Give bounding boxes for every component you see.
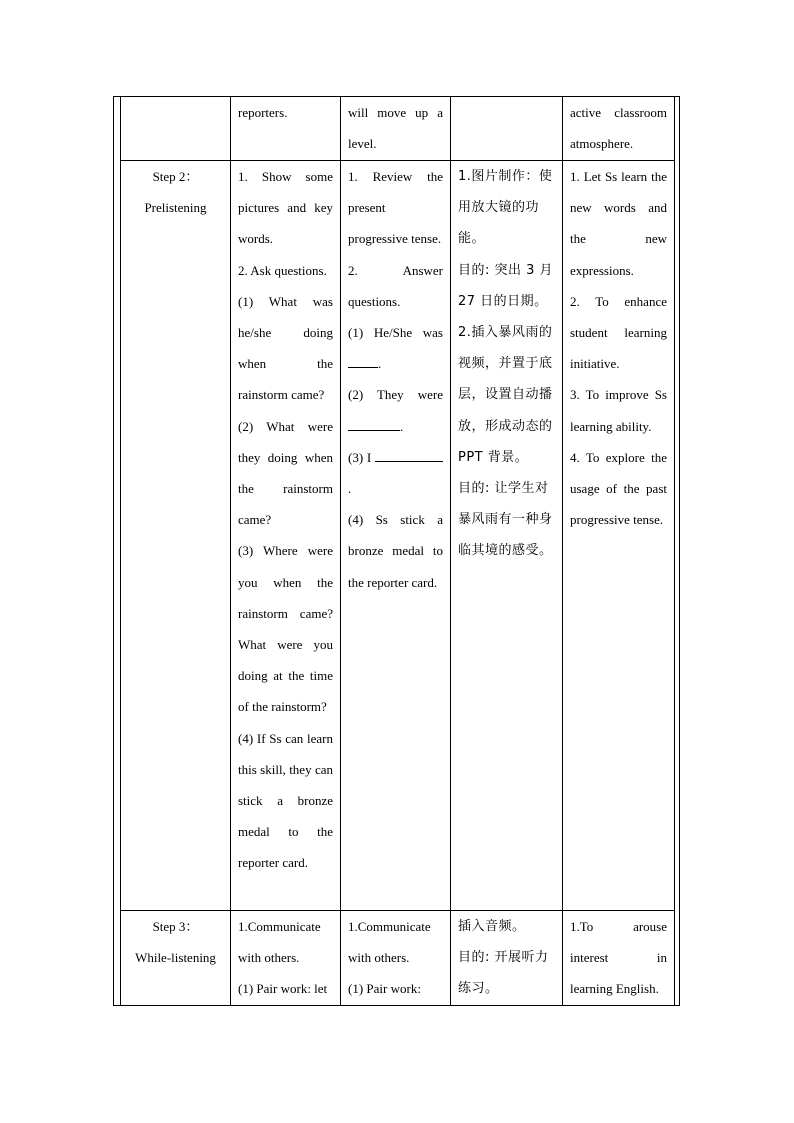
- cell-text: 1.To arouse interest in learning English.: [570, 919, 667, 997]
- step-cell: [121, 911, 231, 1006]
- step-label: Step 3：: [152, 919, 199, 934]
- cell-text: 1. Let Ss learn the new words and the new expressions.: [570, 169, 667, 278]
- cell-text: 1.Communicate with others.: [238, 919, 321, 966]
- cell-text: (1) He/She was: [348, 325, 443, 341]
- step-cell: [121, 161, 231, 911]
- purpose-cell: [563, 911, 675, 1006]
- step-cell: [121, 97, 231, 161]
- cell-text: reporters.: [238, 105, 288, 120]
- media-cell: [451, 911, 563, 1006]
- purpose-cell: [563, 97, 675, 161]
- media-cell: [451, 97, 563, 161]
- purpose-cell: [563, 161, 675, 911]
- cell-text: 插入音频。: [458, 919, 526, 934]
- cell-text: 2.插入暴风雨的视频，并置于底层，设置自动播放，形成动态的 PPT 背景。: [458, 325, 553, 465]
- table-row: [121, 911, 675, 1006]
- cell-text: 1. Review the present progressive tense.: [348, 169, 443, 247]
- answer-1: [348, 317, 443, 379]
- cell-text: (1) Pair work:: [348, 981, 421, 997]
- student-activity-cell: [341, 97, 451, 161]
- cell-text: .: [378, 356, 382, 372]
- cell-text: (2) What were they doing when the rainstorm came?: [238, 418, 333, 528]
- cell-text: (3) Where were you when the rainstorm came? What were you doing at the time of the rainstorm?: [238, 543, 333, 715]
- stage-label: Prelistening: [144, 200, 207, 216]
- cell-text: 2. Ask questions.: [238, 262, 327, 278]
- cell-text: 4. To explore the usage of the past progressive tense.: [570, 449, 667, 528]
- cell-text: .: [400, 418, 404, 434]
- cell-text: (1) What was he/she doing when the rainstorm came?: [238, 293, 333, 403]
- answer-blank: [348, 354, 378, 368]
- table-row: [121, 97, 675, 161]
- cell-text: will move up a level.: [348, 105, 443, 152]
- cell-text: 目的: 突出 3 月 27 日的日期。: [458, 262, 554, 309]
- lesson-plan-table: [120, 96, 675, 1006]
- cell-text: 目的: 开展听力练习。: [458, 950, 549, 997]
- teacher-activity-cell: [231, 161, 341, 911]
- teacher-activity-cell: [231, 97, 341, 161]
- student-activity-cell: [341, 911, 451, 1006]
- cell-text: .: [348, 481, 352, 497]
- answer-3: [348, 442, 443, 504]
- teacher-activity-cell: [231, 911, 341, 1006]
- answer-blank: [375, 448, 443, 462]
- cell-text: 1.图片制作：使用放大镜的功能。: [458, 169, 553, 247]
- cell-text: 1.Communicate with others.: [348, 919, 431, 966]
- cell-text: 2. Answer questions.: [348, 262, 443, 309]
- media-cell: [451, 161, 563, 911]
- cell-text: (4) If Ss can learn this skill, they can stick a bronze medal to the reporter card.: [238, 730, 333, 871]
- cell-text: 2. To enhance student learning initiative.: [570, 293, 667, 372]
- answer-blank: [348, 417, 400, 431]
- step-label: Step 2：: [152, 169, 199, 184]
- table-row: [121, 161, 675, 911]
- student-activity-cell: [341, 161, 451, 911]
- cell-text: 3. To improve Ss learning ability.: [570, 387, 667, 434]
- cell-text: (4) Ss stick a bronze medal to the reporter card.: [348, 512, 443, 590]
- stage-label: While-listening: [135, 950, 216, 966]
- cell-text: 1. Show some pictures and key words.: [238, 169, 333, 247]
- answer-2: [348, 379, 443, 441]
- cell-text: active classroom atmosphere.: [570, 105, 667, 152]
- cell-text: (1) Pair work: let: [238, 981, 328, 997]
- cell-text: (2) They were: [348, 387, 443, 403]
- cell-text: 目的: 让学生对暴风雨有一种身临其境的感受。: [458, 481, 553, 559]
- cell-text: (3) I: [348, 449, 372, 465]
